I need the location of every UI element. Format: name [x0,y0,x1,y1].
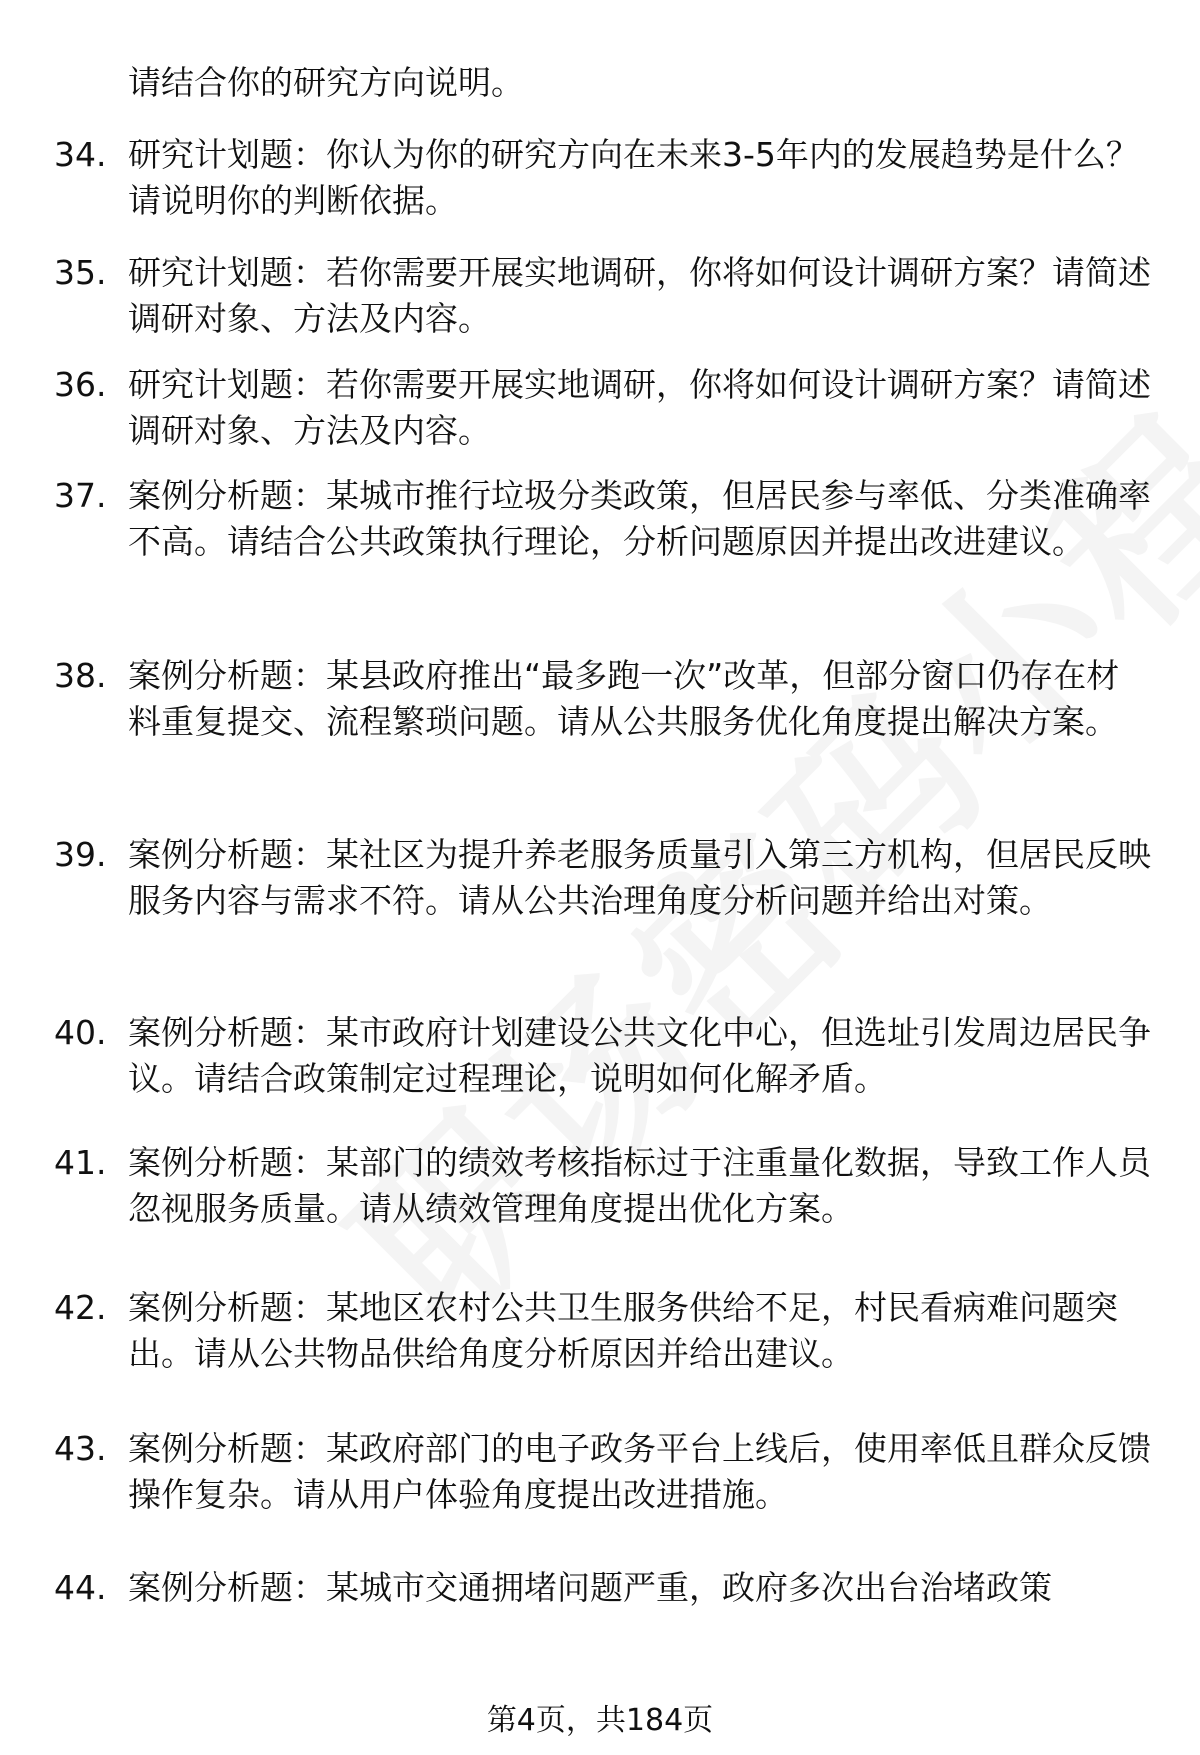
question-number: 39. [54,835,107,874]
question-number: 36. [54,365,107,404]
question-text: 研究计划题：若你需要开展实地调研，你将如何设计调研方案？请简述调研对象、方法及内容。 [128,253,1151,338]
question-number: 40. [54,1013,107,1052]
question-number: 35. [54,253,107,292]
question-text: 案例分析题：某市政府计划建设公共文化中心，但选址引发周边居民争议。请结合政策制定过程理论，说明如何化解矛盾。 [128,1013,1151,1098]
question-34 [54,132,1154,224]
question-37 [54,473,1154,565]
question-text: 案例分析题：某县政府推出“最多跑一次”改革，但部分窗口仍存在材料重复提交、流程繁琐问题。请从公共服务优化角度提出解决方案。 [128,656,1120,741]
question-38 [54,653,1154,745]
question-44 [54,1565,1154,1611]
question-number: 41. [54,1143,107,1182]
question-text: 案例分析题：某社区为提升养老服务质量引入第三方机构，但居民反映服务内容与需求不符。请从公共治理角度分析问题并给出对策。 [128,835,1151,920]
question-number: 43. [54,1429,107,1468]
question-43 [54,1426,1154,1518]
question-36 [54,362,1154,454]
question-number: 42. [54,1288,107,1327]
question-35 [54,250,1154,342]
question-text: 案例分析题：某部门的绩效考核指标过于注重量化数据，导致工作人员忽视服务质量。请从绩效管理角度提出优化方案。 [128,1143,1151,1228]
question-text: 案例分析题：某政府部门的电子政务平台上线后，使用率低且群众反馈操作复杂。请从用户体验角度提出改进措施。 [128,1429,1151,1514]
question-text: 案例分析题：某城市交通拥堵问题严重，政府多次出台治堵政策 [128,1568,1052,1607]
question-number: 38. [54,656,107,695]
page-number-footer: 第4页，共184页 [486,1703,714,1738]
question-text: 研究计划题：你认为你的研究方向在未来3-5年内的发展趋势是什么？请说明你的判断依据。 [128,135,1139,220]
question-text: 研究计划题：若你需要开展实地调研，你将如何设计调研方案？请简述调研对象、方法及内容。 [128,365,1151,450]
question-text: 案例分析题：某地区农村公共卫生服务供给不足，村民看病难问题突出。请从公共物品供给角度分析原因并给出建议。 [128,1288,1118,1373]
continued-question-text: 请结合你的研究方向说明。 [128,63,524,102]
question-number: 34. [54,135,107,174]
question-39 [54,832,1154,924]
question-42 [54,1285,1154,1377]
question-number: 44. [54,1568,107,1607]
question-40 [54,1010,1154,1102]
question-number: 37. [54,476,107,515]
question-text: 案例分析题：某城市推行垃圾分类政策，但居民参与率低、分类准确率不高。请结合公共政策执行理论，分析问题原因并提出改进建议。 [128,476,1151,561]
question-41 [54,1140,1154,1232]
